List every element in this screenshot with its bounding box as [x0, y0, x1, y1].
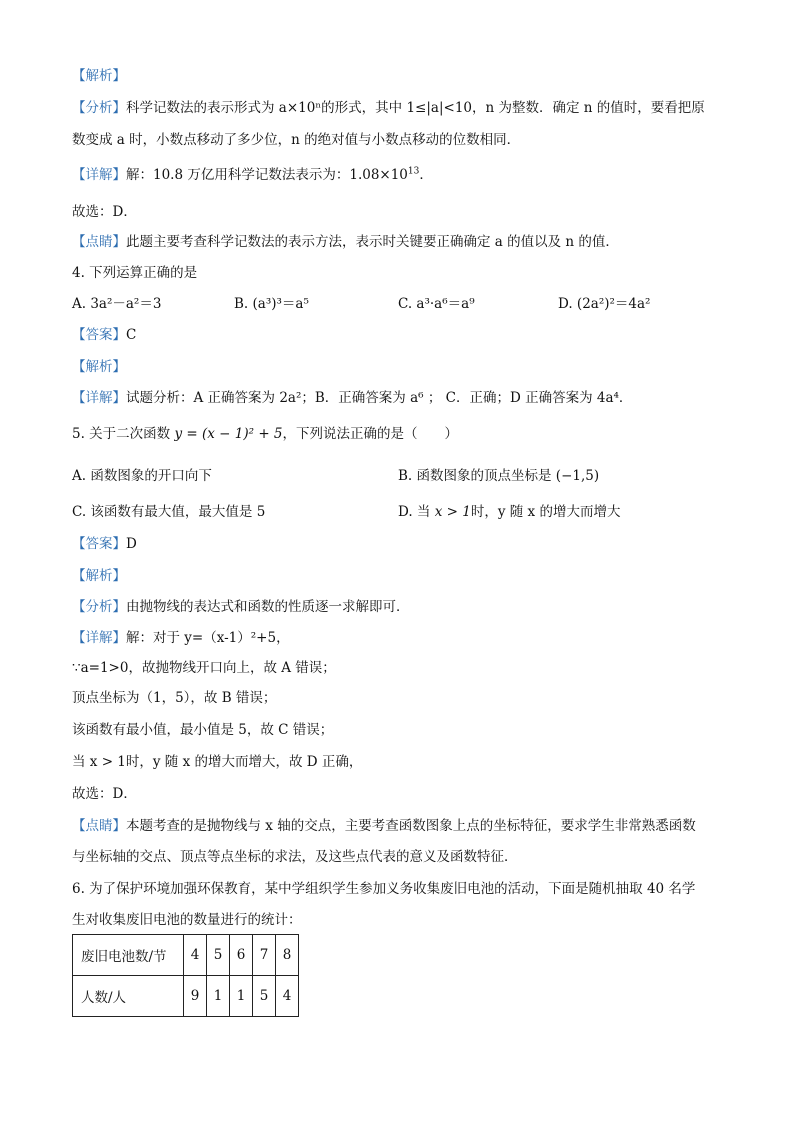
q4-option-d: D. (2a²)²＝4a²: [558, 296, 651, 312]
q6-stem-line-1: 6. 为了保护环境加强环保教育，某中学组织学生参加义务收集废旧电池的活动，下面是随机抽取 40 名学: [72, 881, 696, 897]
q5-stem-prefix: 5. 关于二次函数: [72, 426, 175, 442]
q4-option-b: B. (a³)³＝a⁵: [234, 296, 309, 312]
table-cell: 5: [207, 935, 230, 976]
q5-fenxi-text: 由抛物线的表达式和函数的性质逐一求解即可．: [126, 599, 410, 615]
q5-guxuan: 故选：D．: [72, 786, 137, 802]
q5-step-4: 当 x > 1时，y 随 x 的增大而增大，故 D 正确，: [72, 754, 363, 770]
fenxi-text-1: 科学记数法的表示形式为 a×10ⁿ的形式，其中 1≤|a|<10，n 为整数．确定 n 的值时，要看把原: [126, 100, 705, 116]
q6-stem-line-2: 生对收集废旧电池的数量进行的统计：: [72, 912, 302, 928]
q5-xiangjie-line: [72, 628, 290, 648]
q5-dianjing-line-1: [72, 816, 696, 836]
table-cell: 8: [276, 935, 299, 976]
q4-answer-tag: 【答案】: [72, 327, 126, 343]
q5-step-2: 顶点坐标为（1，5），故 B 错误；: [72, 690, 277, 706]
q5-xiangjie-text: 解：对于 y=（x-1）²+5，: [126, 630, 290, 646]
fenxi-tag: 【分析】: [72, 100, 126, 116]
q5-answer: D: [126, 536, 137, 552]
q5-fenxi-line: [72, 597, 410, 617]
q5-dianjing-tag: 【点睛】: [72, 818, 126, 834]
q5-option-d: [398, 502, 620, 522]
q5-step-1: ∵a=1>0，故抛物线开口向上，故 A 错误；: [72, 660, 336, 676]
q5-option-b-formula: (−1,5): [555, 468, 600, 484]
table-cell: 9: [184, 976, 207, 1017]
dianjing-text: 此题主要考查科学记数法的表示方法，表示时关键要正确确定 a 的值以及 n 的值．: [126, 234, 619, 250]
table-cell: 1: [207, 976, 230, 1017]
xiangjie-line: [72, 165, 433, 185]
battery-stats-table: [72, 934, 299, 1017]
fenxi-line-1: [72, 98, 705, 118]
q5-option-b-text: B. 函数图象的顶点坐标是: [398, 468, 556, 484]
q4-stem: 4. 下列运算正确的是: [72, 265, 198, 281]
q5-dianjing-text-1: 本题考查的是抛物线与 x 轴的交点，主要考查函数图象上点的坐标特征，要求学生非常熟悉函数: [126, 818, 696, 834]
xiangjie-exponent: 13: [407, 166, 420, 177]
jiexi-heading: 【解析】: [72, 68, 126, 84]
table-header-cell: 废旧电池数/节: [73, 935, 184, 976]
q5-fenxi-tag: 【分析】: [72, 599, 126, 615]
q4-jiexi-heading: 【解析】: [72, 359, 126, 375]
q5-stem-formula: y = (x − 1)² + 5: [174, 426, 283, 442]
fenxi-line-2: 数变成 a 时，小数点移动了多少位，n 的绝对值与小数点移动的位数相同．: [72, 132, 521, 148]
q5-stem: [72, 424, 458, 444]
q5-option-d-suffix: 时，y 随 x 的增大而增大: [470, 504, 621, 520]
table-cell: 7: [253, 935, 276, 976]
table-cell: 4: [184, 935, 207, 976]
guxuan-line: 故选：D．: [72, 204, 137, 220]
q4-xiangjie-line: [72, 388, 632, 408]
q4-xiangjie-text: 试题分析：A 正确答案为 2a²；B．正确答案为 a⁶ ； C．正确；D 正确答案为 4a⁴．: [126, 390, 633, 406]
q5-dianjing-line-2: 与坐标轴的交点、顶点等点坐标的求法，及这些点代表的意义及函数特征．: [72, 849, 518, 865]
q5-option-c: C. 该函数有最大值，最大值是 5: [72, 504, 266, 520]
dianjing-tag: 【点睛】: [72, 234, 126, 250]
q4-option-c: C. a³·a⁶＝a⁹: [398, 296, 475, 312]
table-header-cell: 人数/人: [73, 976, 184, 1017]
q4-answer-line: [72, 325, 136, 345]
table-cell: 6: [230, 935, 253, 976]
q5-jiexi-heading: 【解析】: [72, 568, 126, 584]
q5-xiangjie-tag: 【详解】: [72, 630, 126, 646]
table-cell: 5: [253, 976, 276, 1017]
q4-answer: C: [126, 327, 137, 343]
q5-stem-suffix: ，下列说法正确的是（ ）: [282, 426, 459, 442]
q5-option-b: [398, 466, 599, 486]
dianjing-line: [72, 232, 619, 252]
table-cell: 4: [276, 976, 299, 1017]
xiangjie-tag: 【详解】: [72, 167, 126, 183]
table-cell: 1: [230, 976, 253, 1017]
q5-answer-tag: 【答案】: [72, 536, 126, 552]
q4-xiangjie-tag: 【详解】: [72, 390, 126, 406]
q4-option-a: A. 3a²－a²＝3: [72, 296, 162, 312]
q5-option-d-formula: x > 1: [434, 504, 471, 520]
q5-step-3: 该函数有最小值，最小值是 5，故 C 错误；: [72, 722, 334, 738]
q5-answer-line: [72, 534, 137, 554]
table-row: [73, 976, 299, 1017]
table-row: [73, 935, 299, 976]
xiangjie-end: ．: [419, 167, 433, 183]
q5-option-a: A. 函数图象的开口向下: [72, 468, 212, 484]
xiangjie-text: 解：10.8 万亿用科学记数法表示为：1.08×10: [126, 167, 408, 183]
q5-option-d-prefix: D. 当: [398, 504, 435, 520]
